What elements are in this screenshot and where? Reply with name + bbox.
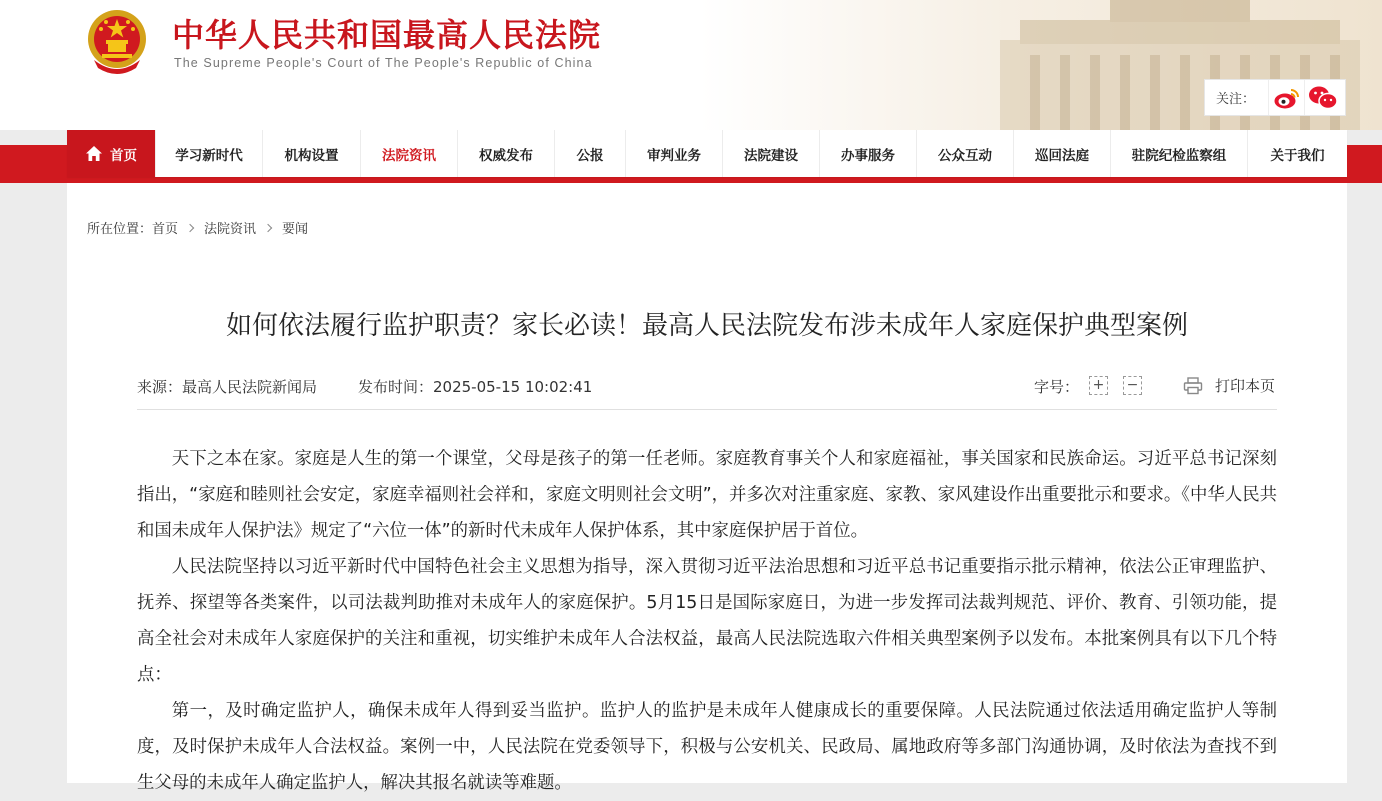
weibo-icon[interactable]	[1268, 80, 1304, 115]
breadcrumb-prefix: 所在位置：	[87, 222, 153, 237]
site-subtitle: The Supreme People's Court of The People's Republic of China	[174, 56, 593, 70]
article-container	[67, 183, 1347, 793]
national-emblem-logo	[86, 8, 148, 74]
nav-item-home[interactable]	[67, 130, 156, 177]
breadcrumb-headlines[interactable]: 要闻	[282, 222, 309, 237]
article-title: 如何依法履行监护职责？家长必读！最高人民法院发布涉未成年人家庭保护典型案例	[225, 311, 1188, 341]
font-size-label: 字号：	[1034, 378, 1080, 396]
article-paragraph: 人民法院坚持以习近平新时代中国特色社会主义思想为指导，深入贯彻习近平法治思想和习近平总书记重要指示批示精神，依法公正审理监护、抚养、探望等各类案件，以司法裁判助推对未成年人的家庭保护。5月15日是国际家庭日，为进一步发挥司法裁判规范、评价、教育、引领功能，提高全社会对未成年人家庭保护的关注和重视，切实维护未成年人合法权益，最高人民法院选取六件相关典型案例予以发布。本批案例具有以下几个特点：	[137, 557, 1277, 685]
nav-item-gazette[interactable]: 公报	[555, 130, 626, 177]
article-paragraph: 第一，及时确定监护人，确保未成年人得到妥当监护。监护人的监护是未成年人健康成长的重要保障。人民法院通过依法适用确定监护人等制度，及时保护未成年人合法权益。案例一中，人民法院在党委领导下，积极与公安机关、民政局、属地政府等多部门沟通协调，及时依法为查找不到生父母的未成年人确定监护人，解决其报名就读等难题。	[137, 701, 1277, 793]
nav-item-court-building[interactable]: 法院建设	[723, 130, 820, 177]
article-source: 来源：最高人民法院新闻局	[137, 378, 318, 396]
breadcrumb-home[interactable]: 首页	[152, 222, 179, 237]
print-button[interactable]	[1183, 375, 1275, 396]
chevron-right-icon	[186, 223, 194, 231]
follow-label: 关注：	[1216, 92, 1256, 107]
wechat-icon[interactable]	[1304, 80, 1340, 115]
article-paragraph: 天下之本在家。家庭是人生的第一个课堂，父母是孩子的第一任老师。家庭教育事关个人和家庭福祉，事关国家和民族命运。习近平总书记深刻指出，“家庭和睦则社会安定，家庭幸福则社会祥和，家庭文明则社会文明”，并多次对注重家庭、家教、家风建设作出重要批示和要求。《中华人民共和国未成年人保护法》规定了“六位一体”的新时代未成年人保护体系，其中家庭保护居于首位。	[137, 449, 1277, 541]
nav-item-study[interactable]: 学习新时代	[156, 130, 263, 177]
nav-item-discipline-group[interactable]: 驻院纪检监察组	[1111, 130, 1248, 177]
nav-item-circuit-courts[interactable]: 巡回法庭	[1014, 130, 1111, 177]
article-meta	[137, 376, 1277, 396]
breadcrumb	[87, 218, 308, 237]
nav-item-about[interactable]: 关于我们	[1270, 147, 1325, 164]
chevron-right-icon	[264, 223, 272, 231]
print-label: 打印本页	[1215, 377, 1276, 395]
font-decrease-button[interactable]: −	[1123, 376, 1142, 395]
site-title: 中华人民共和国最高人民法院	[172, 16, 602, 54]
meta-divider	[137, 409, 1277, 410]
article-publish-time: 发布时间：2025-05-15 10:02:41	[358, 378, 593, 396]
site-header	[0, 0, 1382, 130]
nav-item-label: 首页	[110, 147, 137, 164]
nav-item-interaction[interactable]: 公众互动	[917, 130, 1014, 177]
printer-icon	[1183, 377, 1203, 395]
nav-item-trials[interactable]: 审判业务	[626, 130, 723, 177]
article-body	[137, 441, 1277, 801]
home-icon	[85, 145, 103, 162]
nav-item-releases[interactable]: 权威发布	[458, 130, 555, 177]
social-follow-bar	[1204, 79, 1346, 116]
main-nav	[67, 130, 1347, 177]
breadcrumb-court-news[interactable]: 法院资讯	[204, 222, 257, 237]
nav-item-organization[interactable]: 机构设置	[263, 130, 361, 177]
nav-item-services[interactable]: 办事服务	[820, 130, 917, 177]
font-increase-button[interactable]: +	[1089, 376, 1108, 395]
nav-item-court-news[interactable]: 法院资讯	[361, 130, 458, 177]
